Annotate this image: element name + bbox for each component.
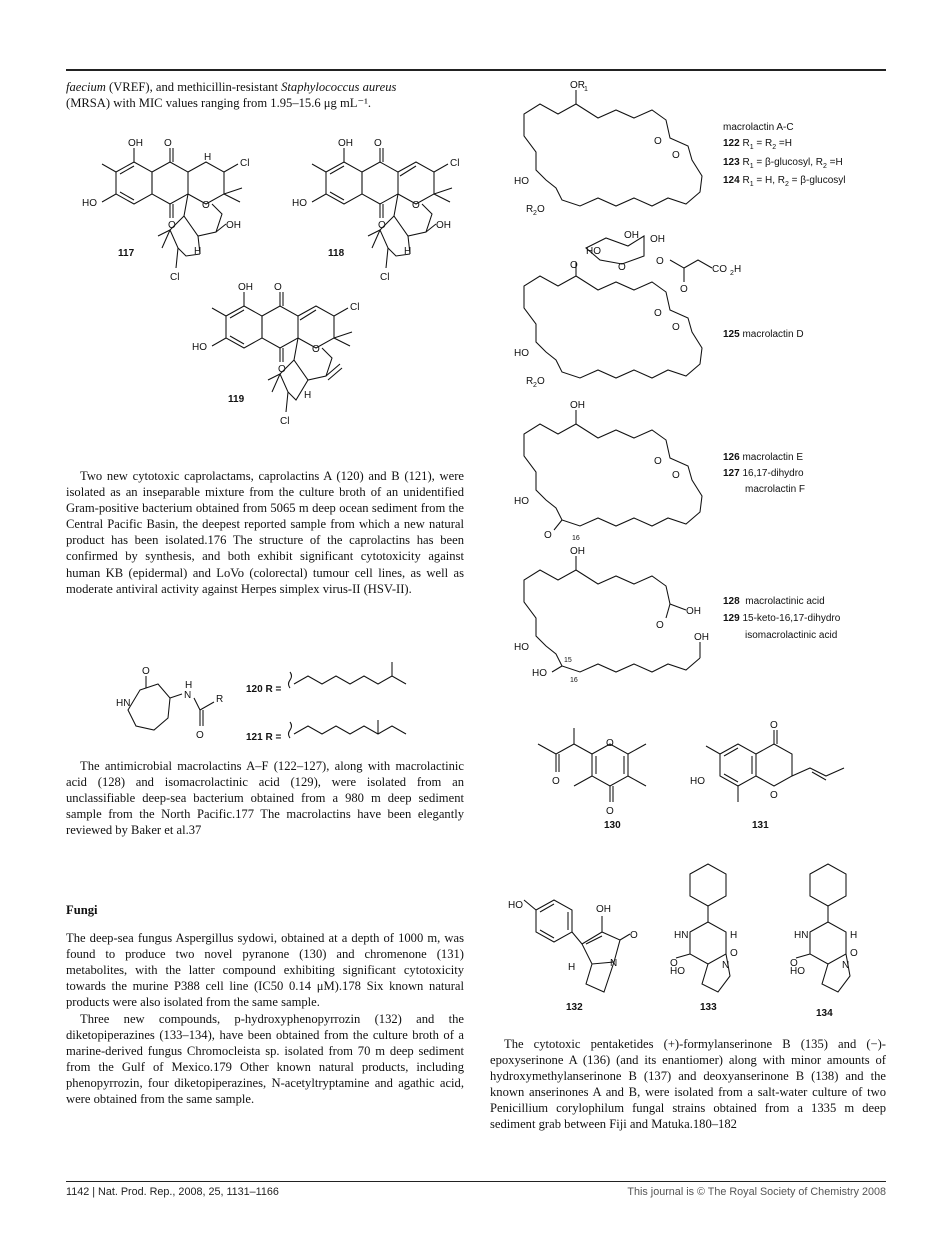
svg-text:O: O	[770, 720, 778, 731]
svg-text:O: O	[654, 308, 662, 319]
svg-text:OH: OH	[694, 632, 709, 643]
structure-117	[82, 138, 249, 283]
svg-text:OH: OH	[338, 138, 353, 149]
svg-text:O: O	[672, 470, 680, 481]
structures-130-131	[506, 720, 886, 834]
svg-text:Cl: Cl	[280, 416, 290, 427]
svg-text:HO: HO	[514, 348, 529, 359]
svg-text:O: O	[537, 376, 545, 387]
svg-text:O: O	[606, 806, 614, 817]
intro-line-2: (MRSA) with MIC values ranging from 1.95–15.6 μg mL⁻¹.	[66, 96, 372, 111]
svg-text:OH: OH	[686, 606, 701, 617]
svg-text:15: 15	[564, 657, 572, 664]
svg-text:HO: HO	[192, 342, 207, 353]
label-133: 133	[700, 1002, 717, 1013]
svg-text:R: R	[526, 204, 534, 215]
svg-text:O: O	[312, 344, 320, 355]
structure-132	[508, 900, 638, 1013]
svg-text:HO: HO	[82, 198, 97, 209]
svg-text:O: O	[790, 958, 798, 969]
svg-text:O: O	[274, 282, 282, 293]
label-131: 131	[752, 820, 769, 831]
svg-text:O: O	[164, 138, 172, 149]
svg-text:Cl: Cl	[380, 272, 390, 283]
svg-text:O: O	[654, 136, 662, 147]
svg-text:O: O	[378, 220, 386, 231]
svg-text:O: O	[654, 456, 662, 467]
svg-text:H: H	[204, 152, 212, 163]
svg-text:O: O	[672, 322, 680, 333]
svg-text:HN: HN	[674, 930, 689, 941]
svg-text:OH: OH	[570, 546, 585, 557]
structure-118	[292, 138, 459, 283]
svg-text:O: O	[544, 530, 552, 541]
svg-text:N: N	[610, 958, 618, 969]
footer-citation: 1142 | Nat. Prod. Rep., 2008, 25, 1131–1166	[66, 1186, 279, 1198]
intro-paragraph	[66, 79, 464, 111]
label-124: 124 $R_1 = H$, $R_2$ = β-glucosyl	[723, 175, 846, 188]
svg-text:OH: OH	[226, 220, 241, 231]
svg-text:OH: OH	[624, 230, 639, 241]
structures-117-118	[66, 132, 466, 292]
structure-131	[690, 720, 844, 831]
label-macrolactin-a-c: macrolactin A-C	[723, 122, 794, 133]
structure-133	[670, 864, 738, 1013]
label-122: 122 $R_1 = R_2 =H$	[723, 138, 792, 151]
svg-text:O: O	[412, 200, 420, 211]
svg-text:Cl: Cl	[450, 158, 460, 169]
svg-text:O: O	[537, 204, 545, 215]
svg-text:H: H	[568, 962, 576, 973]
svg-text:N: N	[184, 690, 192, 701]
macrolactins-paragraph: The antimicrobial macrolactins A–F (122–127), along with macrolactinic acid (128) and isomacrolactinic acid (129), were isolated from an unclassifiable deep-sea bacterium obtained from a 980 m deep sediment sample from the North Pacific.177 The macrolactins have been elegantly reviewed by Baker et al.37	[66, 759, 464, 838]
svg-text:1: 1	[584, 86, 588, 93]
svg-text:HO: HO	[532, 668, 547, 679]
svg-text:O: O	[670, 958, 678, 969]
svg-text:O: O	[680, 284, 688, 295]
header-rule	[66, 69, 886, 71]
svg-text:HO: HO	[508, 900, 523, 911]
label-118: 118	[328, 248, 345, 259]
label-121: 121 R =	[246, 732, 282, 743]
footer-copyright: This journal is © The Royal Society of Chemistry 2008	[627, 1186, 886, 1198]
structure-126-127	[514, 400, 702, 542]
svg-text:OH: OH	[570, 400, 585, 411]
svg-text:R: R	[216, 694, 224, 705]
svg-text:HO: HO	[670, 966, 685, 977]
structure-119	[176, 282, 376, 438]
section-heading-fungi: Fungi	[66, 903, 98, 917]
svg-text:HN: HN	[116, 698, 131, 709]
label-120: 120 R =	[246, 684, 282, 695]
label-129: 129 15-keto-16,17-dihydro	[723, 613, 841, 624]
svg-text:HO: HO	[514, 496, 529, 507]
svg-text:O: O	[730, 948, 738, 959]
label-132: 132	[566, 1002, 583, 1013]
structure-122-124	[514, 80, 702, 217]
svg-text:R: R	[526, 376, 534, 387]
label-128: 128 macrolactinic acid	[723, 596, 825, 607]
svg-text:O: O	[770, 790, 778, 801]
svg-text:O: O	[142, 666, 150, 677]
svg-text:O: O	[850, 948, 858, 959]
footer-rule	[66, 1181, 886, 1182]
label-134: 134	[816, 1008, 833, 1019]
svg-text:N: N	[842, 960, 850, 971]
svg-text:HO: HO	[514, 642, 529, 653]
svg-text:O: O	[570, 260, 578, 271]
svg-text:2: 2	[533, 382, 537, 389]
svg-text:16: 16	[572, 535, 580, 542]
svg-text:H: H	[304, 390, 312, 401]
svg-text:O: O	[606, 738, 614, 749]
svg-text:CO: CO	[712, 264, 727, 275]
svg-text:O: O	[202, 200, 210, 211]
fungi-paragraph-2: Three new compounds, p-hydroxyphenopyrrozin (132) and the diketopiperazines (133–134), have been obtained from the culture broth of a marine-derived fungus Chromocleista sp. isolated from 70 m deep sediment from the Gulf of Mexico.179 Other known natural products, including phenopyrrozin, four diketopiperazines, N-acetyltryptamine and agathic acid, were obtained from the same sample.	[66, 1012, 464, 1107]
svg-text:OH: OH	[436, 220, 451, 231]
svg-text:O: O	[630, 930, 638, 941]
svg-text:OH: OH	[596, 904, 611, 915]
svg-text:H: H	[850, 930, 858, 941]
svg-text:O: O	[278, 364, 286, 375]
structure-134	[790, 864, 858, 1019]
svg-text:N: N	[722, 960, 730, 971]
svg-text:Cl: Cl	[240, 158, 250, 169]
label-126: 126 macrolactin E	[723, 452, 804, 463]
svg-text:Cl: Cl	[350, 302, 360, 313]
svg-text:HN: HN	[794, 930, 809, 941]
svg-text:O: O	[656, 256, 664, 267]
svg-text:Cl: Cl	[170, 272, 180, 283]
svg-text:H: H	[194, 246, 202, 257]
structures-120-121	[110, 668, 440, 758]
svg-text:OH: OH	[238, 282, 253, 293]
macrolactin-structures	[506, 80, 742, 684]
svg-text:H: H	[734, 264, 742, 275]
pentaketides-paragraph: The cytotoxic pentaketides (+)-formylanserinone B (135) and (−)-epoxyserinone A (136) (and its enantiomer) along with minor amounts of hydroxymethylanserinone B (137) and deoxyanserinone B (138) and the known anserinones A and B, were isolated from a salt-water culture of two Penicillium corylophilum fungal strains obtained from a 1335 m deep sediment grab between Fiji and Matuka.180–182	[490, 1037, 886, 1132]
svg-text:HO: HO	[514, 176, 529, 187]
label-130: 130	[604, 820, 621, 831]
svg-text:O: O	[374, 138, 382, 149]
label-123: 123 $R_1$ = β-glucosyl, $R_2 =H$	[723, 157, 843, 170]
structure-125	[514, 230, 741, 389]
label-119: 119	[228, 394, 245, 405]
label-127-b: macrolactin F	[745, 484, 806, 495]
svg-text:O: O	[672, 150, 680, 161]
svg-text:O: O	[618, 262, 626, 273]
svg-text:HO: HO	[790, 966, 805, 977]
label-127: 127 16,17-dihydro	[723, 468, 804, 479]
label-129-b: isomacrolactinic acid	[745, 630, 838, 641]
svg-text:H: H	[185, 680, 193, 691]
svg-text:HO: HO	[690, 776, 705, 787]
svg-text:HO: HO	[292, 198, 307, 209]
svg-text:O: O	[168, 220, 176, 231]
svg-text:O: O	[196, 730, 204, 741]
svg-text:OH: OH	[650, 234, 665, 245]
label-117: 117	[118, 248, 135, 259]
structure-130	[538, 728, 646, 831]
svg-text:H: H	[730, 930, 738, 941]
svg-text:16: 16	[570, 677, 578, 684]
fungi-paragraph-1: The deep-sea fungus Aspergillus sydowi, obtained at a depth of 1000 m, was found to produce two novel pyranone (130) and chromenone (131) metabolites, with the latter compound exhibiting significant cytotoxicity towards the murine P388 cell line (IC50 0.14 μM).178 Six known natural products were also isolated from the same sample.	[66, 931, 464, 1010]
structure-128-129	[514, 546, 709, 684]
svg-text:O: O	[552, 776, 560, 787]
svg-text:O: O	[656, 620, 664, 631]
svg-text:OR: OR	[570, 80, 585, 91]
intro-line-1: faecium (VREF), and methicillin-resistant Staphylococcus aureus	[66, 80, 397, 94]
svg-text:2: 2	[730, 270, 734, 277]
structures-132-134	[506, 868, 886, 1028]
svg-text:HO: HO	[586, 246, 601, 257]
label-125: 125 macrolactin D	[723, 329, 804, 340]
svg-text:OH: OH	[128, 138, 143, 149]
svg-text:H: H	[404, 246, 412, 257]
caprolactams-paragraph: Two new cytotoxic caprolactams, caprolactins A (120) and B (121), were isolated as an inseparable mixture from the culture broth of an unidentified Gram-positive bacterium obtained from 5065 m deep ocean sediment from the Central Pacific Basin, the deepest reported sample from which a new natural product has been isolated.176 The structure of the caprolactins has been confirmed by synthesis, and both exhibit significant cytotoxicity against human KB (epidermal) and LoVo (colorectal) tumour cell lines, as well as moderate antiviral activity against Herpes simplex virus-II (HSV-II).	[66, 469, 464, 596]
svg-text:2: 2	[533, 210, 537, 217]
